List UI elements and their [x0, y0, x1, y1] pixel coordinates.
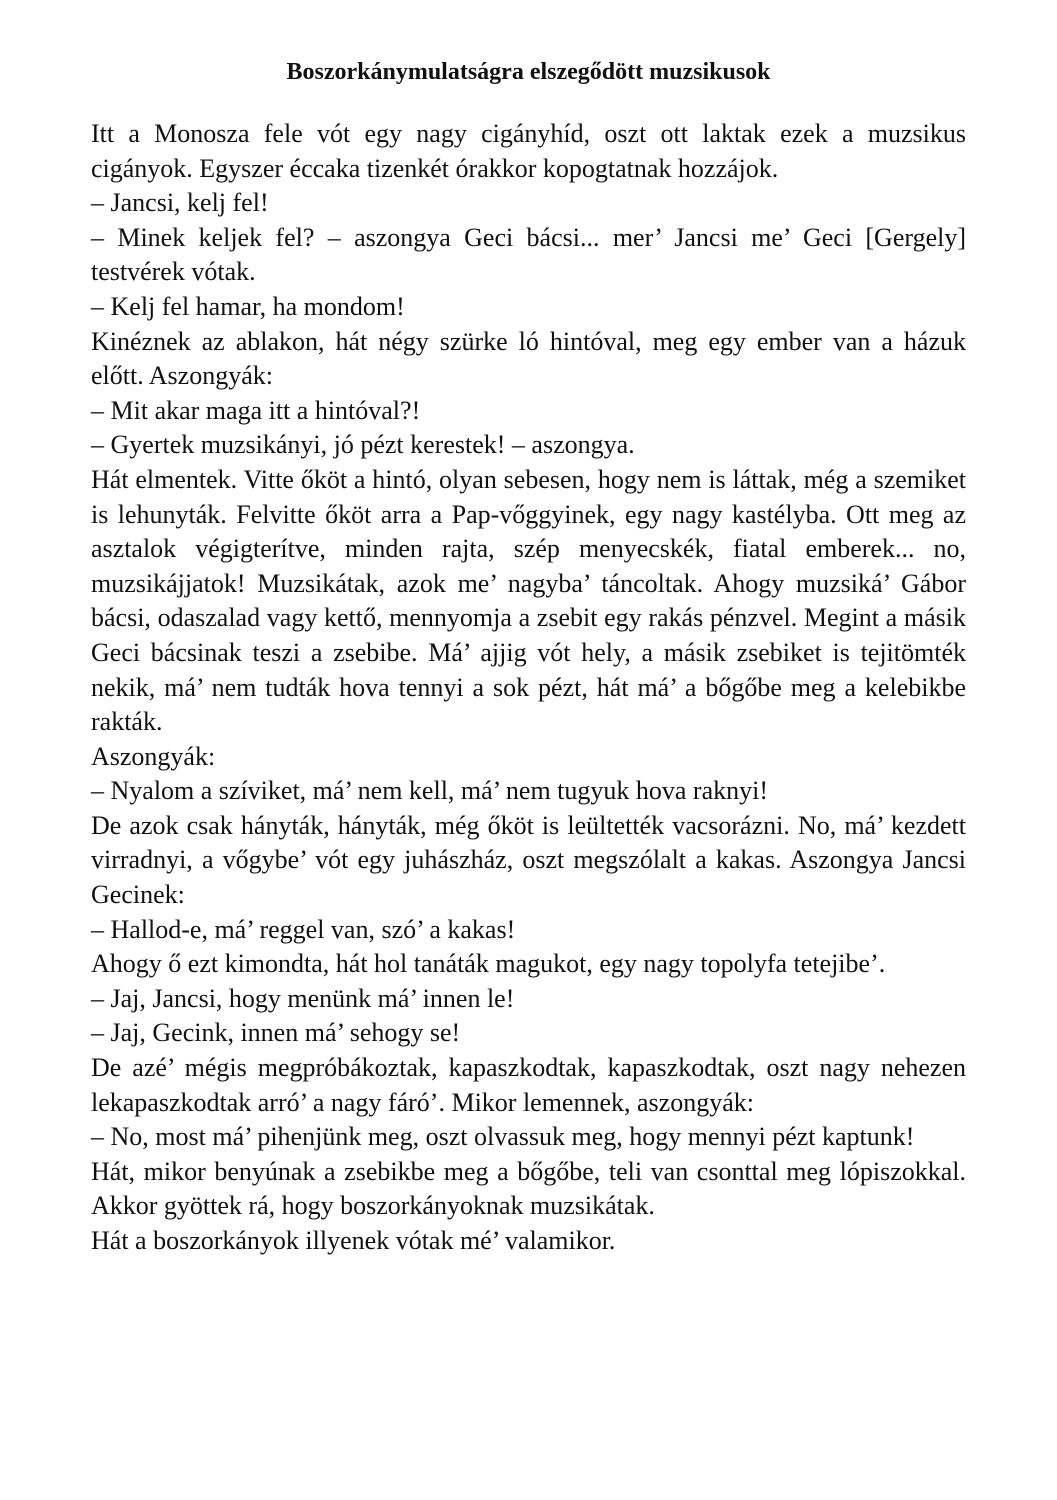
paragraph: Hát, mikor benyúnak a zsebikbe meg a bőgőbe, teli van csonttal meg lópiszokkal. Akkor gyöttek rá, hogy boszorkányoknak muzsikátak. [91, 1156, 966, 1221]
paragraph: Aszongyák: [91, 741, 216, 771]
paragraph: Itt a Monosza fele vót egy nagy cigányhíd, oszt ott laktak ezek a muzsikus cigányok. Egyszer éccaka tizenkét órakkor kopogtatnak hozzájok. [91, 119, 966, 183]
document-body [91, 117, 966, 1259]
dialogue-line: – Kelj fel hamar, ha mondom! [91, 291, 405, 321]
dialogue-line: – No, most má’ pihenjünk meg, oszt olvassuk meg, hogy mennyi pézt kaptunk! [91, 1122, 915, 1152]
dialogue-line: – Hallod-e, má’ reggel van, szó’ a kakas! [91, 914, 516, 944]
paragraph: Hát a boszorkányok illyenek vótak mé’ valamikor. [91, 1226, 616, 1255]
dialogue-line: – Minek keljek fel? – aszongya Geci bácsi... mer’ Jancsi me’ Geci [Gergely] testvérek vótak. [91, 222, 966, 287]
document-title: Boszorkánymulatságra elszegődött muzsikusok [286, 59, 771, 85]
document-page [91, 52, 966, 1259]
dialogue-line: – Jancsi, kelj fel! [91, 188, 269, 218]
paragraph: De azok csak hányták, hányták, még őköt is leültették vacsorázni. No, má’ kezdett virradnyi, a vőgybe’ vót egy juhászház, oszt megszólalt a kakas. Aszongya Jancsi Gecinek: [91, 810, 966, 910]
paragraph: De azé’ mégis megpróbákoztak, kapaszkodtak, kapaszkodtak, oszt nagy nehezen lekapaszkodtak arró’ a nagy fáró’. Mikor lemennek, aszongyák: [91, 1053, 966, 1117]
paragraph: Kinéznek az ablakon, hát négy szürke ló hintóval, meg egy ember van a házuk előtt. Aszongyák: [91, 326, 966, 391]
dialogue-line: – Jaj, Jancsi, hogy menünk má’ innen le! [91, 983, 515, 1013]
dialogue-line: – Jaj, Gecink, innen má’ sehogy se! [91, 1018, 461, 1048]
paragraph: Ahogy ő ezt kimondta, hát hol tanáták magukot, egy nagy topolyfa tetejibe’. [91, 949, 886, 979]
dialogue-line: – Mit akar maga itt a hintóval?! [91, 395, 421, 425]
dialogue-line: – Gyertek muzsikányi, jó pézt kerestek! – aszongya. [91, 430, 635, 460]
dialogue-line: – Nyalom a szíviket, má’ nem kell, má’ nem tugyuk hova raknyi! [91, 776, 769, 806]
paragraph: Hát elmentek. Vitte őköt a hintó, olyan sebesen, hogy nem is láttak, még a szemiket is lehunyták. Felvitte őköt arra a Pap-vőggyinek, egy nagy kastélyba. Ott meg az asztalok végigterítve, minden rajta, szép menyecskék, fiatal emberek... no, muzsikájjatok! Muzsikátak, azok me’ nagyba’ táncoltak. Ahogy muzsiká’ Gábor bácsi, odaszalad vagy kettő, mennyomja a zsebit egy rakás pénzvel. Megint a másik Geci bácsinak teszi a zsebibe. Má’ ajjig vót hely, a másik zsebiket is tejitömték nekik, má’ nem tudták hova tennyi a sok pézt, hát má’ a bőgőbe meg a kelebikbe rakták. [91, 464, 966, 737]
